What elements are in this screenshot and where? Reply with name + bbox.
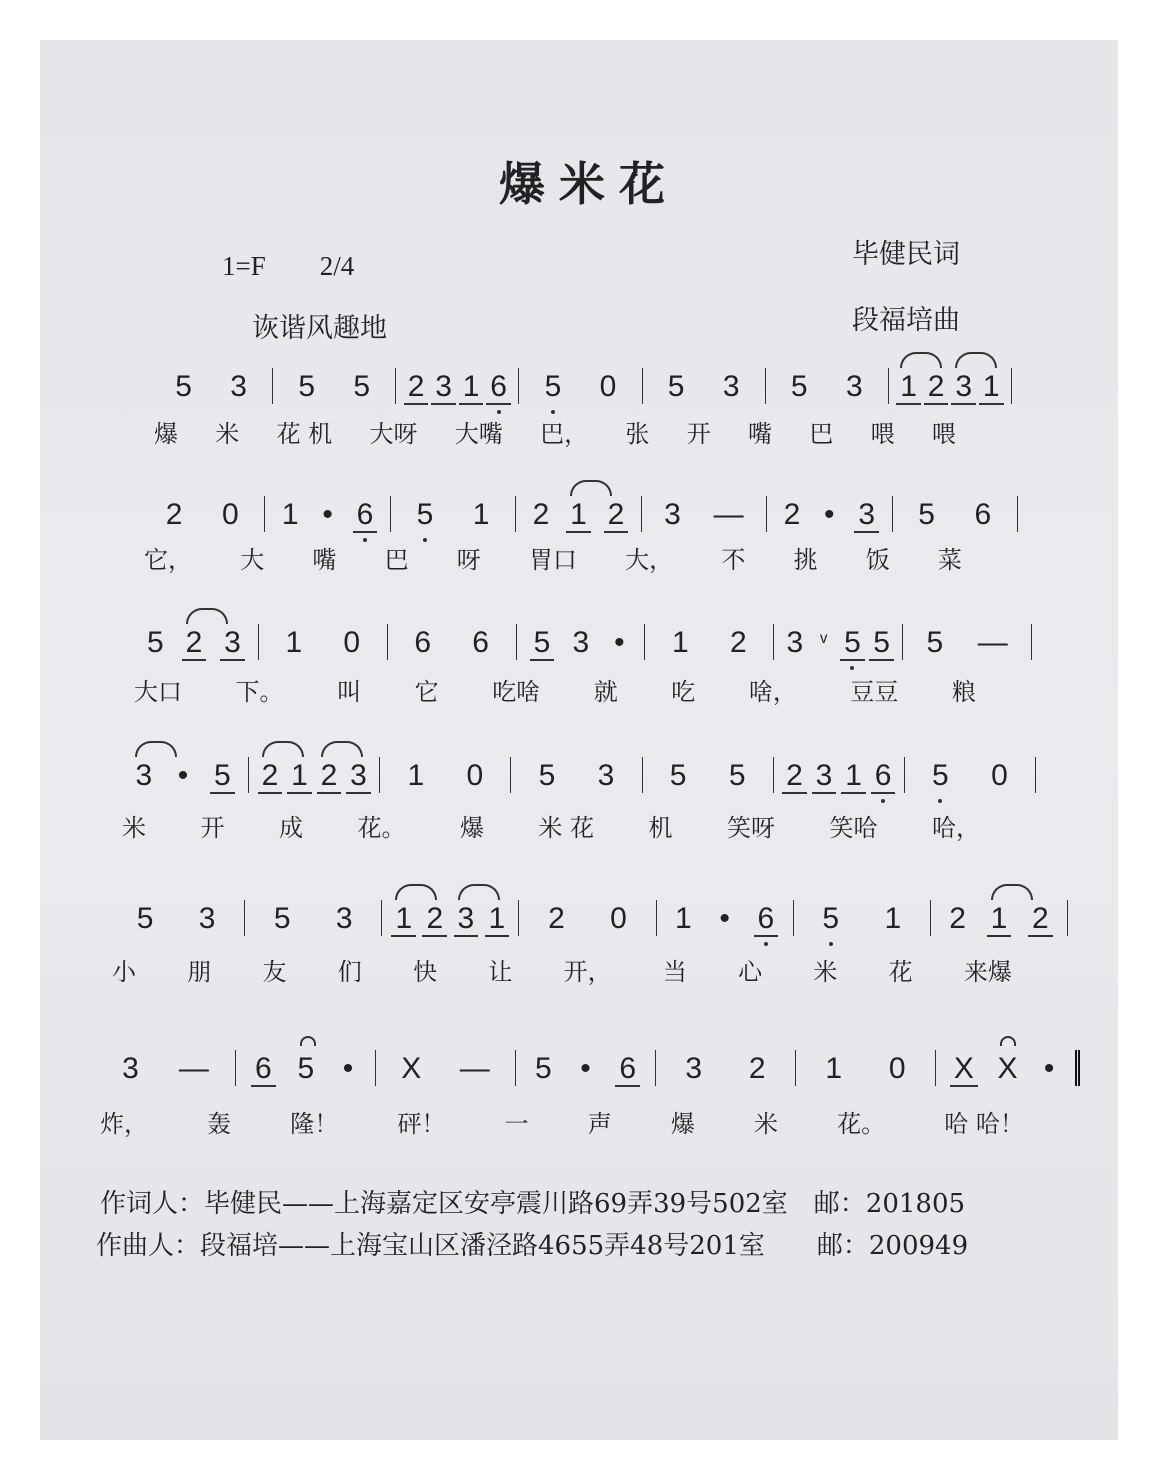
note: 1 <box>991 902 1008 936</box>
note: 3 <box>685 1052 703 1085</box>
note: 2 <box>165 498 183 531</box>
note: 1 <box>281 498 299 531</box>
note: • <box>322 498 333 531</box>
note: 2 <box>262 759 279 793</box>
note: 2 <box>729 626 747 659</box>
measure <box>140 496 265 532</box>
measure <box>236 1050 376 1086</box>
note: X <box>401 1052 422 1085</box>
note: 3 <box>335 902 353 935</box>
lyric-word: 吃 <box>671 678 696 706</box>
measure <box>774 757 905 793</box>
note: 1 <box>672 626 689 659</box>
measure <box>656 1050 796 1086</box>
note: 0 <box>466 759 484 792</box>
song-title: 爆米花 <box>499 157 679 211</box>
note: 6 <box>490 370 507 403</box>
note: 5 <box>918 498 935 531</box>
note: 1 <box>488 902 506 935</box>
measure <box>150 368 273 404</box>
lyric-word: 大 <box>240 546 265 574</box>
lyric-word: 爆 <box>154 420 178 448</box>
note: 1 <box>407 759 425 792</box>
lyric-word: 巴， <box>540 420 589 448</box>
note: 2 <box>548 902 565 935</box>
lyric-word: 大嘴 <box>454 420 503 448</box>
note: 5 <box>844 626 861 659</box>
note: 5 <box>544 370 562 403</box>
measure <box>118 757 249 793</box>
lyric-word: 花。 <box>357 814 406 842</box>
composer-credit: 段福培曲 <box>852 305 960 336</box>
lyric-word: 喂 <box>931 420 956 448</box>
lyric-word: 它， <box>144 546 192 574</box>
measure <box>642 496 767 532</box>
lyric-word: 喂 <box>870 420 895 448</box>
note: 1 <box>845 759 862 792</box>
note: 0 <box>221 498 239 531</box>
note: 2 <box>786 759 803 792</box>
measure <box>643 757 774 793</box>
note: 6 <box>254 1052 272 1085</box>
lyric-word: 心 <box>738 958 763 986</box>
slur-mark <box>991 884 1033 900</box>
lyric-word: 机 <box>648 814 673 842</box>
note: 0 <box>599 370 617 403</box>
measure <box>511 757 642 793</box>
note: 2 <box>748 1052 766 1085</box>
measure <box>903 624 1032 660</box>
measure <box>774 624 903 660</box>
note: 5 <box>932 759 949 792</box>
measure <box>96 1050 236 1086</box>
measure <box>265 496 390 532</box>
note: 3 <box>597 759 615 792</box>
note: — <box>977 626 1008 659</box>
note: 3 <box>350 759 367 792</box>
note: 3 <box>722 370 740 403</box>
lyrics-row <box>144 540 962 575</box>
note: 5 <box>534 1052 552 1085</box>
lyric-word: 粮 <box>951 678 976 706</box>
lyric-word: 开 <box>200 814 225 842</box>
lyrics-row <box>134 672 976 707</box>
measure <box>391 496 516 532</box>
notation-row <box>130 616 1032 660</box>
measure <box>396 368 519 404</box>
note: X <box>953 1052 974 1085</box>
lyric-word: 一 <box>504 1110 529 1138</box>
key-time-signature: 1=F 2/4 <box>222 251 355 281</box>
measure <box>517 624 646 660</box>
lyric-word: 来爆 <box>963 958 1012 986</box>
note: 3 <box>815 759 833 792</box>
lyric-word: 成 <box>278 814 303 842</box>
note: • <box>719 902 730 935</box>
notation-row <box>118 749 1036 793</box>
lyric-word: 让 <box>488 958 513 986</box>
slur-mark <box>186 608 228 624</box>
note: 6 <box>874 759 892 792</box>
lyric-word: 米 <box>753 1110 778 1138</box>
lyric-word: 嘴 <box>312 546 337 574</box>
lyric-word: 隆！ <box>290 1110 339 1138</box>
expression-mark: 诙谐风趣地 <box>252 313 387 344</box>
note: 0 <box>991 759 1008 792</box>
note: 5 <box>667 370 685 403</box>
note: • <box>824 498 835 531</box>
measure <box>376 1050 516 1086</box>
note: 3 <box>458 902 475 936</box>
note: 3 <box>845 370 863 403</box>
measure <box>657 900 794 936</box>
lyric-word: 小 <box>112 958 136 986</box>
lyric-word: 不 <box>721 546 746 574</box>
measure <box>249 757 380 793</box>
lyric-word: 哈， <box>932 814 980 842</box>
lyric-word: 笑哈 <box>829 814 878 842</box>
lyricist-address: 作词人：毕健民——上海嘉定区安亭震川路69弄39号502室 邮：201805 <box>100 1189 966 1219</box>
measure <box>794 900 931 936</box>
note: 6 <box>974 498 992 531</box>
note: 5 <box>822 902 840 935</box>
lyric-word: 菜 <box>937 546 962 574</box>
notation-row <box>140 488 1018 532</box>
note: 3 <box>122 1052 139 1085</box>
lyric-word: 友 <box>262 958 287 986</box>
measure <box>889 368 1012 404</box>
note: • <box>614 626 625 659</box>
lyrics-row <box>122 808 980 843</box>
note: 5 <box>136 902 154 935</box>
note: 5 <box>669 759 687 792</box>
measure <box>388 624 517 660</box>
lyric-word: 开， <box>563 958 612 986</box>
note: 5 <box>273 902 291 935</box>
note: — <box>713 498 744 531</box>
lyric-word: 米 <box>215 420 240 448</box>
note: 2 <box>532 498 550 531</box>
measure <box>767 496 892 532</box>
note: 5 <box>146 626 164 659</box>
lyrics-row <box>112 952 1012 987</box>
note: 5 <box>728 759 746 792</box>
lyric-word: 们 <box>337 958 362 986</box>
note: 2 <box>186 626 203 660</box>
lyricist-credit: 毕健民词 <box>852 239 960 270</box>
note: 3 <box>955 370 972 404</box>
note: 0 <box>343 626 361 659</box>
measure <box>905 757 1036 793</box>
measure <box>516 496 641 532</box>
note: 5 <box>298 1052 315 1086</box>
note: 1 <box>570 498 587 532</box>
note: 1 <box>884 902 902 935</box>
note: 5 <box>538 759 556 792</box>
lyric-word: 大呀 <box>369 420 418 448</box>
notation-row <box>108 892 1068 936</box>
note: 2 <box>426 902 444 935</box>
note: 3 <box>664 498 681 531</box>
note: • <box>342 1052 354 1085</box>
slur-mark <box>262 741 304 757</box>
measure <box>130 624 259 660</box>
measure <box>259 624 388 660</box>
note: 3 <box>224 626 241 659</box>
measure <box>516 1050 656 1086</box>
note: 5 <box>213 759 231 792</box>
lyric-word: 米 <box>813 958 838 986</box>
lyric-word: 豆豆 <box>850 678 899 706</box>
note: 1 <box>291 759 308 792</box>
lyric-word: 花 <box>888 958 913 986</box>
note: 5 <box>873 626 890 659</box>
fermata-mark <box>300 1036 316 1046</box>
note: 1 <box>472 498 490 531</box>
lyric-word: 笑呀 <box>727 814 776 842</box>
note: X <box>998 1052 1018 1086</box>
lyric-word: 它 <box>414 678 439 706</box>
note: 6 <box>619 1052 637 1085</box>
note: 1 <box>285 626 303 659</box>
lyric-word: 张 <box>625 420 650 448</box>
note: 2 <box>1031 902 1049 935</box>
lyrics-row <box>154 414 956 449</box>
note: 1 <box>982 370 1000 403</box>
note: • <box>1043 1052 1055 1085</box>
note: — <box>178 1052 209 1085</box>
note: 5 <box>298 370 316 403</box>
lyric-word: 饭 <box>865 546 890 574</box>
note: 2 <box>783 498 801 531</box>
notation-row <box>150 360 1012 404</box>
note: 6 <box>757 902 775 935</box>
note: 2 <box>949 902 966 935</box>
lyric-word: 炸， <box>100 1110 148 1138</box>
measure <box>796 1050 936 1086</box>
lyric-word: 哈 哈！ <box>944 1110 1024 1138</box>
measure <box>273 368 396 404</box>
note: 5 <box>926 626 944 659</box>
note: 1 <box>825 1052 843 1085</box>
note: 3 <box>230 370 247 403</box>
lyric-word: 爆 <box>670 1110 695 1138</box>
note: 3 <box>198 902 216 935</box>
note: 5 <box>790 370 808 403</box>
lyric-word: 轰 <box>207 1110 232 1138</box>
note: 1 <box>462 370 480 403</box>
measure <box>893 496 1018 532</box>
note: 5 <box>416 498 434 531</box>
lyric-word: 花。 <box>837 1110 886 1138</box>
lyric-word: 砰！ <box>397 1110 446 1138</box>
lyric-word: 叫 <box>337 678 362 706</box>
lyric-word: 胃口 <box>528 546 577 574</box>
note: 6 <box>414 626 432 659</box>
lyric-word: 米 花 <box>538 814 595 842</box>
note: 5 <box>533 626 551 659</box>
lyric-word: 朋 <box>187 958 212 986</box>
slur-mark <box>321 741 363 757</box>
note: 3 <box>786 626 804 659</box>
note: 6 <box>356 498 374 531</box>
note: — <box>459 1052 490 1085</box>
lyric-word: 巴 <box>384 546 409 574</box>
measure <box>380 757 511 793</box>
measure <box>382 900 519 936</box>
note: 2 <box>607 498 625 531</box>
note: 6 <box>472 626 489 659</box>
lyric-word: 呀 <box>456 546 481 574</box>
note: 5 <box>175 370 192 403</box>
lyric-word: 大， <box>625 546 674 574</box>
measure <box>766 368 889 404</box>
measure <box>519 368 642 404</box>
lyric-word: 下。 <box>235 678 284 706</box>
measure <box>108 900 245 936</box>
lyric-word: 爆 <box>459 814 484 842</box>
measure <box>931 900 1068 936</box>
lyric-word: 花 机 <box>276 420 333 448</box>
lyric-word: 就 <box>593 678 618 706</box>
measure <box>643 368 766 404</box>
note: 2 <box>321 759 338 793</box>
note: 2 <box>927 370 945 403</box>
composer-address: 作曲人：段福培——上海宝山区潘泾路4655弄48号201室 邮：200949 <box>96 1231 969 1261</box>
lyric-word: 吃啥 <box>492 678 541 706</box>
note: ᵛ <box>820 628 828 653</box>
fermata-mark <box>1000 1036 1016 1046</box>
lyric-word: 当 <box>662 958 687 986</box>
measure <box>645 624 774 660</box>
lyric-word: 快 <box>413 958 438 986</box>
note: 0 <box>610 902 627 935</box>
measure <box>936 1050 1080 1086</box>
note: 1 <box>675 902 692 935</box>
lyric-word: 开 <box>686 420 711 448</box>
lyric-word: 米 <box>122 814 146 842</box>
note: 0 <box>888 1052 906 1085</box>
note: 3 <box>858 498 876 531</box>
note: 1 <box>900 370 917 404</box>
slur-mark <box>570 480 612 496</box>
lyric-word: 大口 <box>134 678 182 706</box>
lyrics-row <box>100 1104 1024 1139</box>
note: 3 <box>135 759 152 793</box>
lyric-word: 啥， <box>748 678 797 706</box>
note: 1 <box>395 902 412 936</box>
lyric-word: 挑 <box>793 546 818 574</box>
note: 3 <box>435 370 452 403</box>
note: 5 <box>353 370 371 403</box>
note: • <box>177 759 189 792</box>
lyric-word: 巴 <box>809 420 834 448</box>
measure <box>245 900 382 936</box>
note: 2 <box>407 370 425 403</box>
note: 3 <box>572 626 590 659</box>
slur-mark <box>458 884 500 900</box>
note: • <box>580 1052 591 1085</box>
lyric-word: 嘴 <box>748 420 773 448</box>
measure <box>519 900 656 936</box>
notation-row <box>96 1042 1080 1086</box>
lyric-word: 声 <box>587 1110 612 1138</box>
